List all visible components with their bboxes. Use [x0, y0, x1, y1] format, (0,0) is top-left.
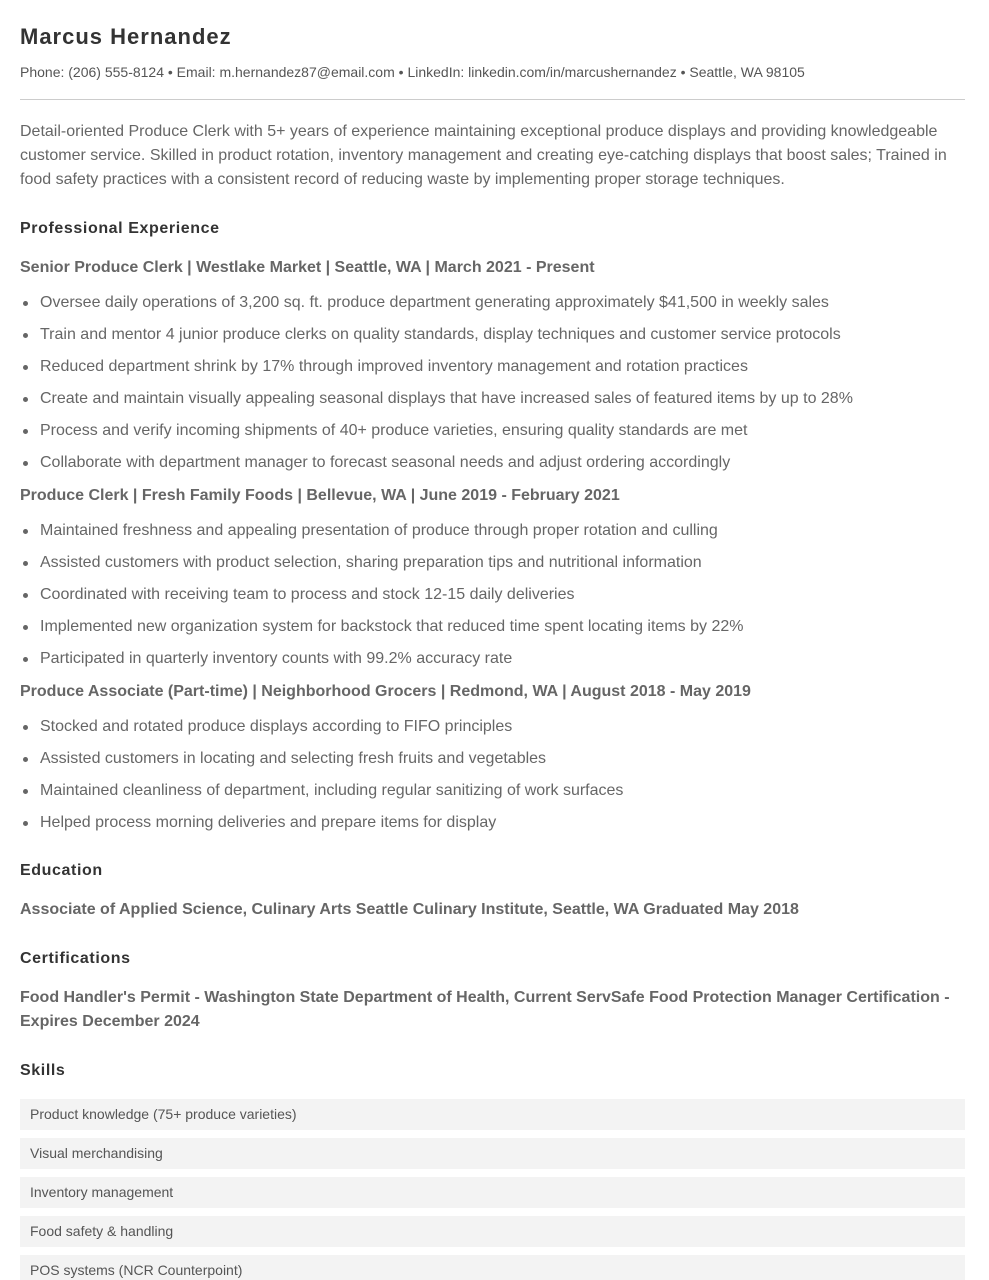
job-bullet-list [20, 719, 965, 847]
list-item: Participated in quarterly inventory counts with 99.2% accuracy rate [20, 651, 965, 683]
job-heading: Produce Associate (Part-time) | Neighborhood Grocers | Redmond, WA | August 2018 - May 2019 [20, 683, 751, 700]
certifications-section-title: Certifications [20, 950, 131, 967]
list-item: Train and mentor 4 junior produce clerks on quality standards, display techniques and customer service protocols [20, 327, 965, 359]
list-item: Assisted customers in locating and selecting fresh fruits and vegetables [20, 751, 965, 783]
skill-item: Inventory management [20, 1177, 965, 1208]
skills-list [20, 1099, 965, 1280]
list-item: Collaborate with department manager to forecast seasonal needs and adjust ordering accordingly [20, 455, 965, 487]
list-item: Stocked and rotated produce displays according to FIFO principles [20, 719, 965, 751]
education-section-title: Education [20, 862, 103, 879]
job-bullet-list [20, 523, 965, 683]
professional-summary: Detail-oriented Produce Clerk with 5+ years of experience maintaining exceptional produce displays and providing knowledgeable customer service. Skilled in product rotation, inventory management and creating eye-catching displays that boost sales; Trained in food safety practices with a consistent record of reducing waste by implementing proper storage techniques. [20, 123, 947, 188]
candidate-name: Marcus Hernandez [20, 24, 232, 49]
list-item: Create and maintain visually appealing seasonal displays that have increased sales of featured items by up to 28% [20, 391, 965, 423]
skill-item: Product knowledge (75+ produce varieties) [20, 1099, 965, 1130]
list-item: Oversee daily operations of 3,200 sq. ft. produce department generating approximately $41,500 in weekly sales [20, 295, 965, 327]
header-divider [20, 99, 965, 100]
contact-line: Phone: (206) 555-8124 • Email: m.hernandez87@email.com • LinkedIn: linkedin.com/in/marcushernandez • Seattle, WA 98105 [20, 64, 805, 80]
list-item: Maintained cleanliness of department, including regular sanitizing of work surfaces [20, 783, 965, 815]
job-bullet-list [20, 295, 965, 487]
list-item: Assisted customers with product selection, sharing preparation tips and nutritional information [20, 555, 965, 587]
skill-item: Food safety & handling [20, 1216, 965, 1247]
list-item: Coordinated with receiving team to process and stock 12-15 daily deliveries [20, 587, 965, 619]
list-item: Maintained freshness and appealing presentation of produce through proper rotation and culling [20, 523, 965, 555]
list-item: Reduced department shrink by 17% through improved inventory management and rotation practices [20, 359, 965, 391]
list-item: Process and verify incoming shipments of 40+ produce varieties, ensuring quality standards are met [20, 423, 965, 455]
list-item: Implemented new organization system for backstock that reduced time spent locating items by 22% [20, 619, 965, 651]
skills-section-title: Skills [20, 1062, 66, 1079]
certifications-entry: Food Handler's Permit - Washington State Department of Health, Current ServSafe Food Protection Manager Certification - Expires December 2024 [20, 989, 950, 1030]
job-heading: Produce Clerk | Fresh Family Foods | Bellevue, WA | June 2019 - February 2021 [20, 487, 620, 504]
education-entry: Associate of Applied Science, Culinary Arts Seattle Culinary Institute, Seattle, WA Graduated May 2018 [20, 901, 799, 918]
experience-section-title: Professional Experience [20, 220, 220, 237]
job-heading: Senior Produce Clerk | Westlake Market | Seattle, WA | March 2021 - Present [20, 259, 595, 276]
list-item: Helped process morning deliveries and prepare items for display [20, 815, 965, 847]
skill-item: POS systems (NCR Counterpoint) [20, 1255, 965, 1280]
skill-item: Visual merchandising [20, 1138, 965, 1169]
